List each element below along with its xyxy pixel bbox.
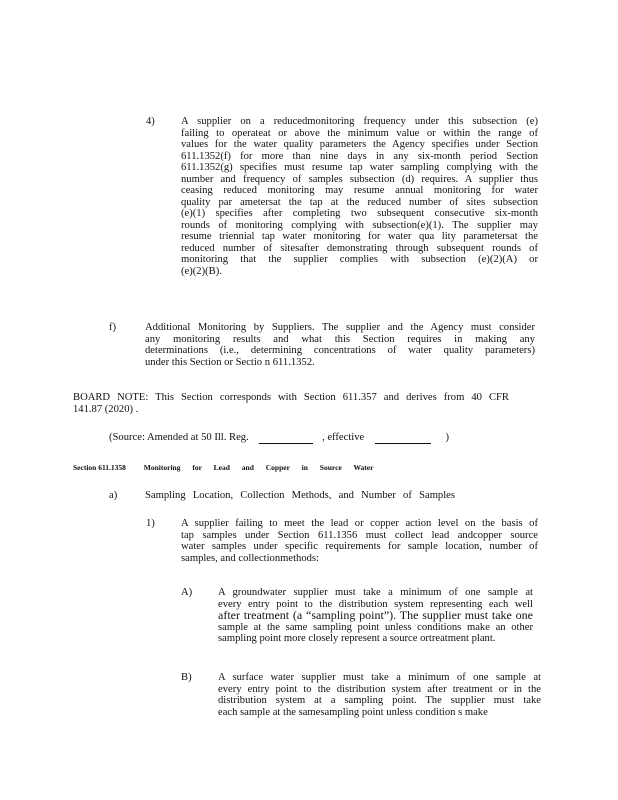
board-note xyxy=(73,392,509,415)
text-line: A surface water supplier must take a minimum of one sample at xyxy=(218,672,541,683)
text-line: A groundwater supplier must take a minimum of one sample at xyxy=(218,587,533,598)
text-line: any monitoring results and what this Section requires in making any xyxy=(145,333,535,345)
text-line: values for the water quality parameters the Agency specifies under Section xyxy=(181,139,538,150)
text-line: sampling point more closely represent a source ortreatment plant. xyxy=(218,633,496,644)
text-line: resume triennial tap water monitoring for water qua lity parametersat the xyxy=(181,231,538,242)
text-line: every entry point to the distribution system representing each well xyxy=(218,598,533,610)
board-note-line-1: BOARD NOTE: This Section corresponds with Section 611.357 and derives from 40 CFR xyxy=(73,392,509,403)
item-A-text xyxy=(218,587,533,645)
section-heading xyxy=(73,462,373,474)
text-line: A supplier on a reducedmonitoring frequency under this subsection (e) xyxy=(181,116,538,127)
text-line: Additional Monitoring by Suppliers. The supplier and the Agency must consider xyxy=(145,322,535,333)
text-line: 611.1352(f) for more than nine days in any six-month period Section xyxy=(181,150,538,162)
source-prefix: (Source: Amended at 50 Ill. Reg. xyxy=(109,432,249,443)
text-line: samples, and collectionmethods: xyxy=(181,552,319,564)
source-close: ) xyxy=(445,432,450,443)
board-note-line-2: 141.87 (2020) . xyxy=(73,403,139,415)
text-line: distribution system at a sampling point. The supplier must take xyxy=(218,695,541,706)
item-A-label: A) xyxy=(181,587,193,598)
text-line: ceasing reduced monitoring may resume annual monitoring for water xyxy=(181,185,538,196)
text-line: failing to operateat or above the minimum value or within the range of xyxy=(181,127,538,139)
item-B-label: B) xyxy=(181,672,192,683)
text-line: water samples under specific requirements for sample location, number of xyxy=(181,541,538,552)
text-line: (e)(1) specifies after completing two subsequent consecutive six-month xyxy=(181,208,538,219)
item-a-text: Sampling Location, Collection Methods, and Number of Samples xyxy=(145,490,455,501)
text-line: monitoring that the supplier complies with subsection (e)(2)(A) or xyxy=(181,254,538,265)
section-number: Section 611.1358 xyxy=(73,463,126,472)
text-line: sample at the same sampling point unless conditions make an other xyxy=(218,621,533,633)
text-line: determinations (i.e., determining concentrations of water quality parameters) xyxy=(145,345,535,356)
text-line: tap samples under Section 611.1356 must collect lead andcopper source xyxy=(181,529,538,541)
text-line: 611.1352(g) specifies must resume tap water sampling complying with the xyxy=(181,162,538,173)
text-line: (e)(2)(B). xyxy=(181,265,222,277)
section-title: Monitoring for Lead and Copper in Source Water xyxy=(143,463,374,472)
item-a1-text xyxy=(181,518,538,564)
item-a-label: a) xyxy=(109,490,118,501)
item-4-label: 4) xyxy=(146,116,155,127)
text-line: reduced number of sitesafter demonstrating through subsequent rounds of xyxy=(181,242,538,254)
text-line: under this Section or Sectio n 611.1352. xyxy=(145,356,315,368)
item-f-text xyxy=(145,322,535,368)
text-line: each sample at the samesampling point unless condition s make xyxy=(218,706,488,718)
text-line: rounds of monitoring complying with subsection(e)(1). The supplier may xyxy=(181,219,538,231)
text-line: after treatment (a “sampling point”). The supplier must take one xyxy=(218,610,533,622)
source-register-blank xyxy=(259,433,313,444)
source-effective: , effective xyxy=(322,432,365,443)
source-date-blank xyxy=(375,433,431,444)
text-line: A supplier failing to meet the lead or copper action level on the basis of xyxy=(181,518,538,529)
text-line: number and frequency of samples subsection (d) requires. A supplier thus xyxy=(181,173,538,185)
item-a1-label: 1) xyxy=(146,518,155,529)
text-line: every entry point to the distribution system after treatment or in the xyxy=(218,683,541,695)
item-4-text xyxy=(181,116,538,277)
source-note xyxy=(109,432,449,444)
item-f-label: f) xyxy=(109,322,117,333)
text-line: quality par ametersat the tap at the reduced number of sites subsection xyxy=(181,196,538,208)
item-B-text xyxy=(218,672,541,718)
